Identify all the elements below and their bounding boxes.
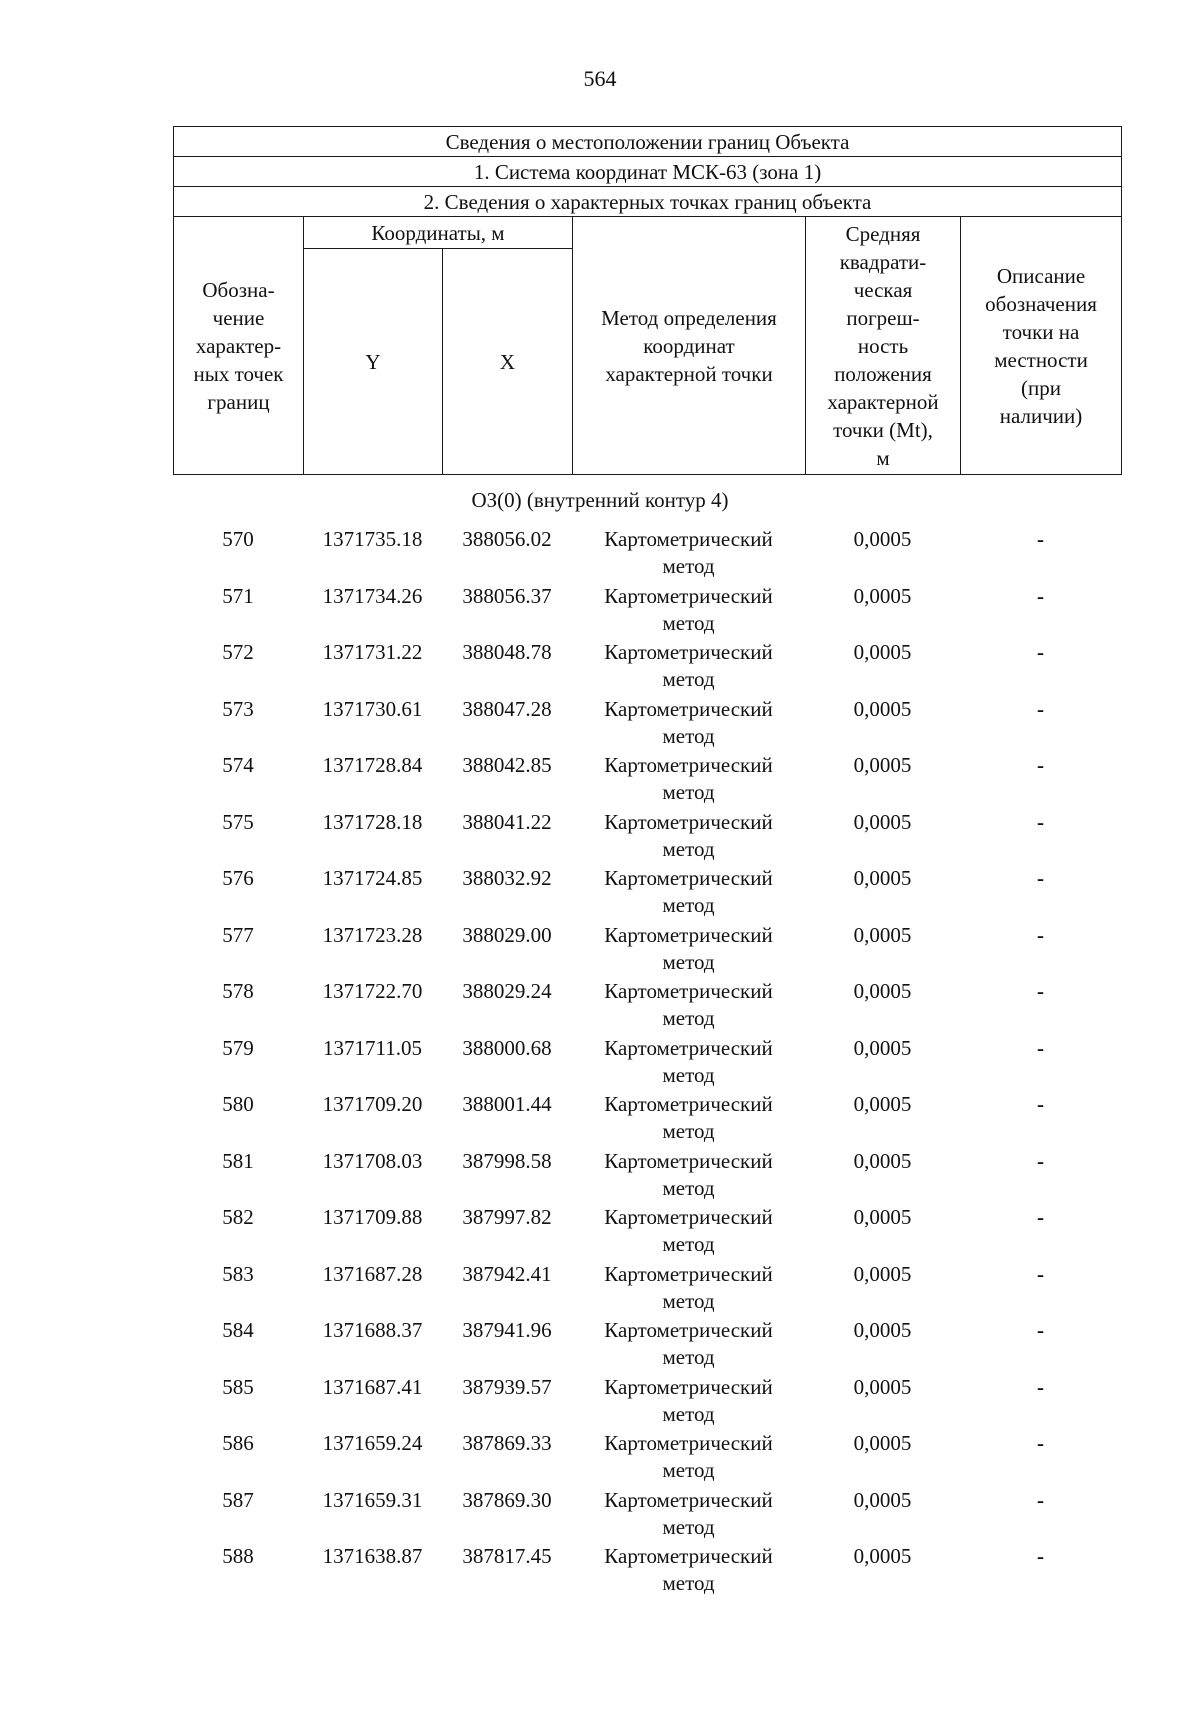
method: Картометрический метод	[604, 1205, 773, 1256]
col-method-label: Метод определения координат характерной точки	[601, 305, 777, 386]
coord-y: 1371709.20	[322, 1092, 423, 1116]
coord-x: 387869.30	[462, 1487, 552, 1512]
point-id: 583	[222, 1261, 254, 1286]
point-id: 581	[222, 1148, 254, 1173]
coord-y: 1371731.22	[322, 640, 423, 664]
coord-y: 1371659.24	[322, 1431, 423, 1455]
section-title: 2. Сведения о характерных точках границ объекта	[174, 187, 1122, 217]
point-id: 586	[222, 1431, 254, 1455]
point-id: 585	[222, 1374, 254, 1399]
coord-x: 388048.78	[462, 640, 552, 664]
description: -	[1037, 979, 1044, 1003]
point-id: 575	[222, 809, 254, 834]
method: Картометрический метод	[604, 1148, 773, 1200]
boundary-header-table	[173, 126, 1122, 475]
coord-x: 388056.02	[462, 527, 552, 551]
col-coords-header: Координаты, м	[304, 217, 573, 249]
table-row	[173, 1487, 1121, 1544]
table-row	[173, 1204, 1121, 1261]
coord-y: 1371734.26	[322, 583, 423, 608]
table-row	[173, 1035, 1121, 1092]
coord-x: 387817.45	[462, 1544, 552, 1568]
coord-y: 1371688.37	[322, 1318, 423, 1342]
method: Картометрический метод	[604, 1092, 773, 1143]
method: Картометрический метод	[604, 640, 773, 691]
coord-x: 387941.96	[462, 1318, 552, 1342]
coord-y: 1371687.41	[322, 1374, 423, 1399]
method: Картометрический метод	[604, 753, 773, 804]
point-id: 572	[222, 640, 254, 664]
method: Картометрический метод	[604, 1487, 773, 1539]
description: -	[1037, 1035, 1044, 1060]
table-row	[173, 865, 1121, 922]
col-point-header	[174, 217, 304, 475]
col-method-header	[573, 217, 806, 475]
table-row	[173, 639, 1121, 696]
coord-x: 388029.00	[462, 922, 552, 947]
coord-x: 388056.37	[462, 583, 552, 608]
error-value: 0,0005	[853, 1092, 912, 1116]
description: -	[1037, 1487, 1044, 1512]
table-row	[173, 752, 1121, 809]
description: -	[1037, 809, 1044, 834]
coord-y: 1371723.28	[322, 922, 423, 947]
col-error-header	[806, 217, 961, 475]
table-row	[173, 1374, 1121, 1431]
description: -	[1037, 1205, 1044, 1229]
coord-x: 387939.57	[462, 1374, 552, 1399]
point-id: 582	[222, 1205, 254, 1229]
description: -	[1037, 696, 1044, 721]
description: -	[1037, 640, 1044, 664]
coord-y: 1371708.03	[322, 1148, 423, 1173]
coord-y: 1371659.31	[322, 1487, 423, 1512]
table-row	[173, 978, 1121, 1035]
point-id: 579	[222, 1035, 254, 1060]
method: Картометрический метод	[604, 583, 773, 635]
description: -	[1037, 866, 1044, 890]
coord-y: 1371709.88	[322, 1205, 423, 1229]
description: -	[1037, 753, 1044, 777]
table-row	[173, 526, 1121, 583]
method: Картометрический метод	[604, 922, 773, 974]
method: Картометрический метод	[604, 1544, 773, 1595]
description: -	[1037, 527, 1044, 551]
method: Картометрический метод	[604, 1318, 773, 1369]
description: -	[1037, 1092, 1044, 1116]
coord-y: 1371724.85	[322, 866, 423, 890]
point-id: 573	[222, 696, 254, 721]
error-value: 0,0005	[853, 696, 912, 721]
coord-x: 388047.28	[462, 696, 552, 721]
point-id: 587	[222, 1487, 254, 1512]
description: -	[1037, 1544, 1044, 1568]
point-id: 584	[222, 1318, 254, 1342]
error-value: 0,0005	[853, 1205, 912, 1229]
method: Картометрический метод	[604, 866, 773, 917]
description: -	[1037, 583, 1044, 608]
point-id: 570	[222, 527, 254, 551]
error-value: 0,0005	[853, 1431, 912, 1455]
error-value: 0,0005	[853, 922, 912, 947]
table-row	[173, 1317, 1121, 1374]
table-title: Сведения о местоположении границ Объекта	[174, 127, 1122, 157]
table-row	[173, 1543, 1121, 1600]
table-row	[173, 1261, 1121, 1318]
table-row	[173, 809, 1121, 866]
col-desc-header	[961, 217, 1122, 475]
coord-x: 388029.24	[462, 979, 552, 1003]
coord-x: 388042.85	[462, 753, 552, 777]
error-value: 0,0005	[853, 1374, 912, 1399]
table-row	[173, 583, 1121, 640]
coord-y: 1371728.84	[322, 753, 423, 777]
method: Картометрический метод	[604, 809, 773, 861]
coord-x: 387942.41	[462, 1261, 552, 1286]
error-value: 0,0005	[853, 979, 912, 1003]
point-id: 577	[222, 922, 254, 947]
point-id: 578	[222, 979, 254, 1003]
table-row	[173, 1430, 1121, 1487]
point-id: 571	[222, 583, 254, 608]
method: Картометрический метод	[604, 1431, 773, 1482]
error-value: 0,0005	[853, 1261, 912, 1286]
table-row	[173, 1091, 1121, 1148]
coordinate-system: 1. Система координат МСК-63 (зона 1)	[174, 157, 1122, 187]
coord-y: 1371711.05	[323, 1035, 422, 1060]
page-number: 564	[583, 66, 617, 91]
point-id: 576	[222, 866, 254, 890]
description: -	[1037, 1431, 1044, 1455]
error-value: 0,0005	[853, 1148, 912, 1173]
point-id: 588	[222, 1544, 254, 1568]
method: Картометрический метод	[604, 1035, 773, 1087]
coord-x: 387997.82	[462, 1205, 552, 1229]
col-x-header: X	[443, 249, 573, 475]
table-row	[173, 1148, 1121, 1205]
coord-x: 388000.68	[462, 1035, 552, 1060]
description: -	[1037, 1318, 1044, 1342]
coord-x: 388032.92	[462, 866, 552, 890]
error-value: 0,0005	[853, 583, 912, 608]
error-value: 0,0005	[853, 1487, 912, 1512]
error-value: 0,0005	[853, 866, 912, 890]
coord-y: 1371728.18	[322, 809, 423, 834]
coord-y: 1371687.28	[322, 1261, 423, 1286]
col-point-label: Обозна- чение характер- ных точек границ	[193, 277, 284, 414]
method: Картометрический метод	[604, 1374, 773, 1426]
coord-y: 1371722.70	[322, 979, 423, 1003]
coordinate-rows	[173, 526, 1121, 1600]
col-y-header: Y	[304, 249, 443, 475]
contour-label: ОЗ(0) (внутренний контур 4)	[471, 488, 729, 512]
error-value: 0,0005	[853, 809, 912, 834]
coord-x: 387869.33	[462, 1431, 552, 1455]
description: -	[1037, 922, 1044, 947]
error-value: 0,0005	[853, 1035, 912, 1060]
coord-x: 387998.58	[462, 1148, 552, 1173]
method: Картометрический метод	[604, 979, 773, 1030]
coord-x: 388001.44	[462, 1092, 552, 1116]
table-row	[173, 696, 1121, 753]
error-value: 0,0005	[853, 527, 912, 551]
point-id: 574	[222, 753, 254, 777]
col-error-label: Средняя квадрати- ческая погреш- ность положения характерной точки (Mt), м	[827, 221, 939, 470]
error-value: 0,0005	[853, 1318, 912, 1342]
coord-y: 1371638.87	[322, 1544, 423, 1568]
error-value: 0,0005	[853, 753, 912, 777]
table-row	[173, 922, 1121, 979]
method: Картометрический метод	[604, 1261, 773, 1313]
point-id: 580	[222, 1092, 254, 1116]
coord-y: 1371730.61	[322, 696, 423, 721]
coord-x: 388041.22	[462, 809, 552, 834]
method: Картометрический метод	[604, 527, 773, 578]
description: -	[1037, 1148, 1044, 1173]
error-value: 0,0005	[853, 640, 912, 664]
error-value: 0,0005	[853, 1544, 912, 1568]
description: -	[1037, 1374, 1044, 1399]
description: -	[1037, 1261, 1044, 1286]
coord-y: 1371735.18	[322, 527, 423, 551]
method: Картометрический метод	[604, 696, 773, 748]
col-desc-label: Описание обозначения точки на местности (при наличии)	[985, 263, 1097, 428]
